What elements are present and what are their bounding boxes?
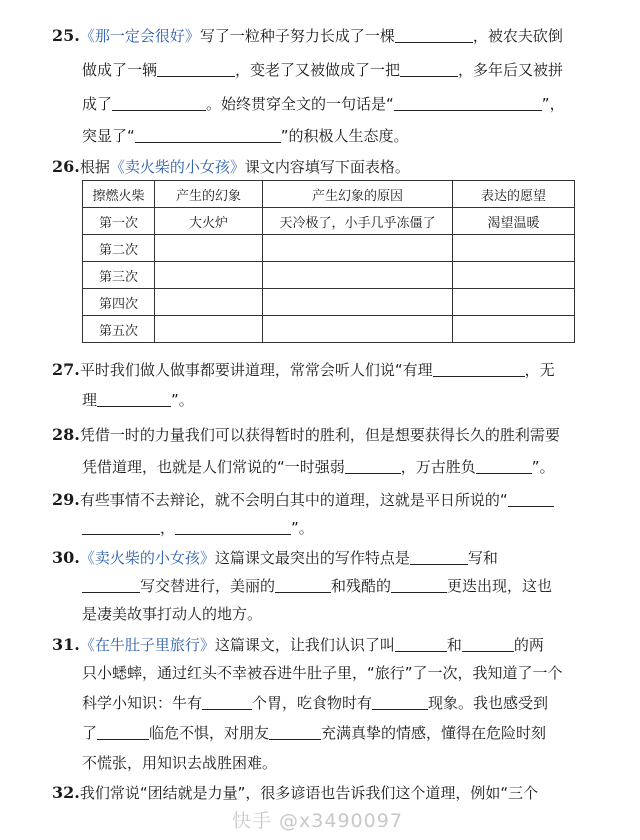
- q30-text: 和残酷的: [331, 577, 392, 595]
- q31-text: 和: [446, 636, 462, 654]
- q31-line-3: [82, 693, 548, 713]
- q25-text: 写了一粒种子努力长成了一棵: [199, 27, 395, 45]
- q25-line-4: [82, 126, 409, 146]
- q25-text: 突显了“: [82, 127, 135, 145]
- q27-text: ”。: [171, 391, 194, 409]
- table-header-row: [83, 181, 575, 208]
- table-row: [83, 235, 575, 262]
- q25-blank-3[interactable]: [400, 61, 458, 77]
- q31-text: 科学小知识：牛有: [82, 694, 203, 712]
- q30-number: 30.: [52, 548, 80, 567]
- q27-text: 平时我们做人做事都要讲道理，常常会听人们说“有理: [79, 361, 433, 379]
- q29-text: ”。: [291, 519, 314, 537]
- q27-text: 理: [82, 391, 98, 409]
- q26-title: 《卖火柴的小女孩》: [109, 158, 245, 176]
- q31-line-1: [52, 635, 544, 655]
- table-cell: 第四次: [83, 289, 155, 316]
- q25-blank-4[interactable]: [112, 95, 206, 111]
- table-row: [83, 208, 575, 235]
- q28-text: ，万古胜负: [400, 458, 476, 476]
- q31-text: 不慌张，用知识去战胜困难。: [82, 754, 278, 772]
- q30-line-1: [52, 548, 498, 568]
- q28-text: ”。: [531, 458, 555, 476]
- q29-blank-1[interactable]: [508, 491, 554, 507]
- q29-line-1: [52, 490, 554, 510]
- q26-line-1: [52, 157, 410, 177]
- q29-blank-2[interactable]: [82, 519, 160, 535]
- table-cell-blank[interactable]: [453, 289, 575, 316]
- q30-blank-3[interactable]: [275, 577, 331, 593]
- q28-line-1: [52, 425, 560, 445]
- q25-line-2: [82, 60, 563, 80]
- q31-blank-2[interactable]: [462, 636, 514, 652]
- table-cell-blank[interactable]: [453, 316, 575, 343]
- table-cell: 渴望温暖: [453, 208, 575, 235]
- q31-text: 只小蟋蟀，通过红头不幸被吞进牛肚子里，“旅行”了一次，我知道了一个: [82, 664, 563, 682]
- q31-text: 临危不惧，对朋友: [149, 724, 270, 742]
- q30-title: 《卖火柴的小女孩》: [79, 549, 215, 567]
- q32-text: 我们常说“团结就是力量”，很多谚语也告诉我们这个道理，例如“三个: [79, 784, 539, 802]
- q29-line-2: [82, 518, 314, 538]
- table-cell-blank[interactable]: [155, 262, 263, 289]
- q25-blank-2[interactable]: [157, 61, 235, 77]
- q31-text: 现象。我也感受到: [428, 694, 549, 712]
- table-row: [83, 262, 575, 289]
- table-cell: 大火炉: [155, 208, 263, 235]
- q25-number: 25.: [52, 26, 80, 45]
- table-cell-blank[interactable]: [263, 316, 453, 343]
- q28-blank-1[interactable]: [345, 458, 401, 474]
- q28-number: 28.: [52, 425, 80, 444]
- q25-blank-5[interactable]: [394, 95, 542, 111]
- header-cell: 擦燃火柴: [83, 181, 155, 208]
- q27-line-2: [82, 390, 194, 410]
- header-cell: 表达的愿望: [453, 181, 575, 208]
- header-cell: 产生幻象的原因: [263, 181, 453, 208]
- table-cell: 天冷极了，小手几乎冻僵了: [263, 208, 453, 235]
- q29-blank-3[interactable]: [175, 519, 291, 535]
- q31-title: 《在牛肚子里旅行》: [79, 636, 215, 654]
- q25-text: ，被农夫砍倒: [472, 27, 563, 45]
- q29-text: ，: [160, 519, 176, 537]
- q31-blank-1[interactable]: [395, 636, 447, 652]
- table-cell-blank[interactable]: [453, 235, 575, 262]
- watermark: 快手 @x3490097: [232, 810, 403, 832]
- q30-blank-1[interactable]: [410, 549, 468, 565]
- q30-line-3: [82, 604, 262, 624]
- q31-line-2: [82, 663, 563, 683]
- table-row: [83, 289, 575, 316]
- q31-blank-3[interactable]: [202, 694, 252, 710]
- q27-blank-2[interactable]: [97, 391, 171, 407]
- q30-text: 这篇课文最突出的写作特点是: [214, 549, 410, 567]
- q31-line-5: [82, 753, 277, 773]
- q27-line-1: [52, 360, 555, 380]
- q25-blank-1[interactable]: [395, 27, 473, 43]
- table-cell: 第三次: [83, 262, 155, 289]
- q25-line-1: [52, 26, 563, 46]
- table-cell-blank[interactable]: [263, 235, 453, 262]
- q31-blank-4[interactable]: [372, 694, 428, 710]
- q28-line-2: [82, 457, 555, 477]
- table-cell-blank[interactable]: [263, 289, 453, 316]
- q30-blank-2[interactable]: [82, 577, 140, 593]
- q25-text: 。始终贯穿全文的一句话是“: [206, 95, 394, 113]
- q25-text: ”，: [541, 95, 565, 113]
- q30-text: 写交替进行，美丽的: [140, 577, 276, 595]
- q25-text: ”的积极人生态度。: [280, 127, 409, 145]
- q27-text: ，无: [524, 361, 555, 379]
- q28-text: 凭借一时的力量我们可以获得暂时的胜利，但是想要获得长久的胜利需要: [79, 426, 560, 444]
- q25-title: 《那一定会很好》: [79, 27, 200, 45]
- q30-text: 写和: [467, 549, 498, 567]
- q25-blank-6[interactable]: [135, 127, 281, 143]
- q27-blank-1[interactable]: [433, 361, 525, 377]
- q25-text: 做成了一辆: [82, 61, 158, 79]
- q31-text: 了: [82, 724, 98, 742]
- q25-text: ，多年后又被拼: [458, 61, 564, 79]
- q30-text: 更迭出现，这也: [447, 577, 553, 595]
- table-cell-blank[interactable]: [155, 289, 263, 316]
- q25-text: 成了: [82, 95, 113, 113]
- q32-number: 32.: [52, 783, 80, 802]
- q31-text: 充满真挚的情感，懂得在危险时刻: [321, 724, 547, 742]
- table-row: [83, 316, 575, 343]
- q25-line-3: [82, 94, 565, 114]
- q31-text: 这篇课文，让我们认识了叫: [214, 636, 395, 654]
- q26-number: 26.: [52, 157, 80, 176]
- table-cell-blank[interactable]: [453, 262, 575, 289]
- q31-text: 个胃，吃食物时有: [252, 694, 373, 712]
- q27-number: 27.: [52, 360, 80, 379]
- q26-text: 根据: [79, 158, 110, 176]
- q31-text: 的两: [513, 636, 544, 654]
- q28-text: 凭借道理，也就是人们常说的“一时强弱: [82, 458, 345, 476]
- table-cell: 第一次: [83, 208, 155, 235]
- q26-text: 课文内容填写下面表格。: [244, 158, 410, 176]
- table-cell-blank[interactable]: [263, 262, 453, 289]
- q32-line-1: [52, 783, 538, 803]
- table-cell-blank[interactable]: [155, 316, 263, 343]
- header-cell: 产生的幻象: [155, 181, 263, 208]
- q31-number: 31.: [52, 635, 80, 654]
- q26-table: [82, 180, 575, 343]
- q28-blank-2[interactable]: [476, 458, 532, 474]
- q30-blank-4[interactable]: [391, 577, 447, 593]
- q25-text: ，变老了又被做成了一把: [235, 61, 401, 79]
- q31-line-4: [82, 723, 546, 743]
- q30-line-2: [82, 576, 552, 596]
- q31-blank-5[interactable]: [97, 724, 149, 740]
- table-cell-blank[interactable]: [155, 235, 263, 262]
- table-cell: 第二次: [83, 235, 155, 262]
- q30-text: 是凄美故事打动人的地方。: [82, 605, 263, 623]
- q29-number: 29.: [52, 490, 80, 509]
- q31-blank-6[interactable]: [269, 724, 321, 740]
- q29-text: 有些事情不去辩论，就不会明白其中的道理，这就是平日所说的“: [79, 491, 508, 509]
- table-cell: 第五次: [83, 316, 155, 343]
